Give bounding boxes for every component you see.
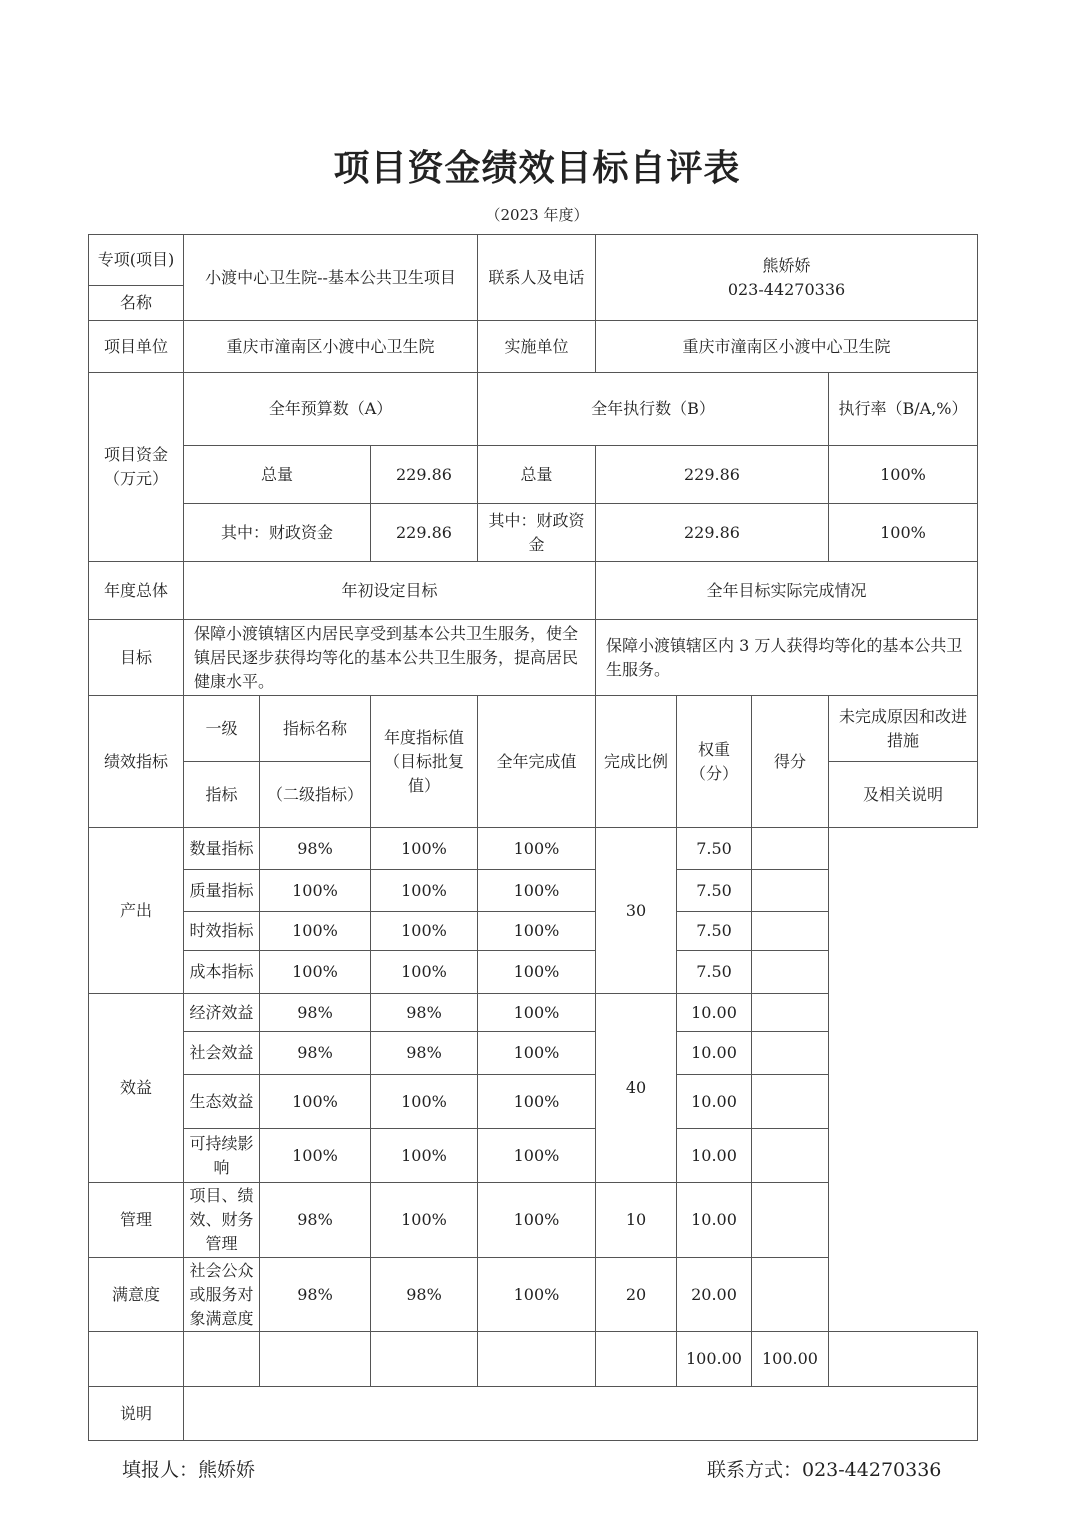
funds-label-b: 其中：财政资金 (478, 504, 596, 562)
level1-indicator: 效益 (89, 994, 184, 1183)
indicator-target: 100% (260, 1075, 371, 1129)
level1-indicator: 管理 (89, 1183, 184, 1258)
indicator-name: 社会效益 (184, 1032, 260, 1075)
indicator-score: 10.00 (677, 1129, 752, 1183)
contact-phone: 023-44270336 (727, 279, 846, 299)
level1-indicator: 满意度 (89, 1258, 184, 1332)
indicator-target: 98% (260, 994, 371, 1032)
indicator-actual: 98% (371, 1032, 478, 1075)
indicator-weight: 30 (596, 828, 677, 994)
indicator-reason (752, 1258, 829, 1332)
indicator-row (89, 1258, 978, 1332)
total-score: 100.00 (752, 1332, 829, 1387)
indicator-row (89, 912, 978, 951)
header-level1: 一级 (184, 696, 260, 762)
indicator-reason (752, 828, 829, 870)
indicator-name: 社会公众或服务对象满意度 (184, 1258, 260, 1332)
project-name: 小渡中心卫生院--基本公共卫生项目 (184, 235, 478, 321)
unit-value: 重庆市潼南区小渡中心卫生院 (184, 321, 478, 373)
header-weight: 权重（分） (677, 696, 752, 828)
total-weight: 100.00 (677, 1332, 752, 1387)
project-name-label: 专项(项目) (89, 235, 184, 286)
funds-label-a: 总量 (184, 446, 371, 504)
indicator-name: 可持续影响 (184, 1129, 260, 1183)
indicator-ratio: 100% (478, 994, 596, 1032)
indicator-score: 7.50 (677, 870, 752, 912)
annual-actual-header: 全年目标实际完成情况 (596, 562, 978, 620)
header-target: 年度指标值（目标批复值） (371, 696, 478, 828)
indicator-row (89, 1129, 978, 1183)
performance-label: 绩效指标 (89, 696, 184, 828)
funds-label-b: 总量 (478, 446, 596, 504)
indicator-actual: 100% (371, 870, 478, 912)
indicator-ratio: 100% (478, 1032, 596, 1075)
indicator-name: 生态效益 (184, 1075, 260, 1129)
indicator-ratio: 100% (478, 1075, 596, 1129)
indicator-reason (752, 1183, 829, 1258)
footer-contact: 联系方式：023-44270336 (707, 1459, 942, 1481)
indicator-ratio: 100% (478, 1129, 596, 1183)
indicator-target: 100% (260, 1129, 371, 1183)
indicator-target: 98% (260, 1183, 371, 1258)
indicator-target: 100% (260, 870, 371, 912)
contact-label: 联系人及电话 (478, 235, 596, 321)
year-subtitle: （2023 年度） (485, 206, 589, 224)
indicator-reason (752, 870, 829, 912)
indicator-target: 98% (260, 1032, 371, 1075)
indicator-reason (752, 951, 829, 994)
indicator-actual: 100% (371, 1075, 478, 1129)
indicator-score: 10.00 (677, 994, 752, 1032)
indicator-ratio: 100% (478, 828, 596, 870)
budget-header: 全年预算数（A） (184, 373, 478, 446)
indicator-weight: 10 (596, 1183, 677, 1258)
indicator-score: 10.00 (677, 1075, 752, 1129)
header-reason-2: 及相关说明 (829, 762, 978, 828)
indicator-actual: 100% (371, 951, 478, 994)
goal-set: 保障小渡镇辖区内居民享受到基本公共卫生服务，使全镇居民逐步获得均等化的基本公共卫生服务，提高居民健康水平。 (184, 620, 596, 696)
indicator-name: 成本指标 (184, 951, 260, 994)
indicator-score: 10.00 (677, 1032, 752, 1075)
indicator-reason (752, 1129, 829, 1183)
rate-header: 执行率（B/A,%） (829, 373, 978, 446)
indicator-row (89, 951, 978, 994)
header-level1-2: 指标 (184, 762, 260, 828)
indicator-row (89, 870, 978, 912)
header-ratio: 完成比例 (596, 696, 677, 828)
indicator-target: 98% (260, 828, 371, 870)
indicator-actual: 98% (371, 1258, 478, 1332)
indicator-name: 质量指标 (184, 870, 260, 912)
indicator-actual: 100% (371, 1183, 478, 1258)
header-actual: 全年完成值 (478, 696, 596, 828)
indicator-target: 100% (260, 951, 371, 994)
funds-label-a: 其中：财政资金 (184, 504, 371, 562)
impl-value: 重庆市潼南区小渡中心卫生院 (596, 321, 978, 373)
indicator-target: 98% (260, 1258, 371, 1332)
contact-name: 熊娇娇 (762, 255, 811, 275)
indicator-score: 20.00 (677, 1258, 752, 1332)
indicator-ratio: 100% (478, 870, 596, 912)
indicator-row (89, 1032, 978, 1075)
unit-label: 项目单位 (89, 321, 184, 373)
funds-b: 229.86 (596, 446, 829, 504)
project-name-label-2: 名称 (89, 286, 184, 321)
indicator-name: 时效指标 (184, 912, 260, 951)
funds-a: 229.86 (371, 504, 478, 562)
indicator-actual: 100% (371, 828, 478, 870)
total-row (89, 1332, 978, 1387)
indicator-name: 项目、绩效、财务管理 (184, 1183, 260, 1258)
indicator-row (89, 994, 978, 1032)
indicator-weight: 40 (596, 994, 677, 1183)
page-title: 项目资金绩效目标自评表 (333, 147, 741, 189)
indicator-row (89, 828, 978, 870)
indicator-actual: 100% (371, 912, 478, 951)
indicator-reason (752, 994, 829, 1032)
funds-a: 229.86 (371, 446, 478, 504)
funds-label: 项目资金（万元） (89, 373, 184, 562)
funds-b: 229.86 (596, 504, 829, 562)
funds-rate: 100% (829, 504, 978, 562)
indicator-ratio: 100% (478, 1183, 596, 1258)
header-score: 得分 (752, 696, 829, 828)
indicator-score: 10.00 (677, 1183, 752, 1258)
indicator-ratio: 100% (478, 912, 596, 951)
indicator-weight: 20 (596, 1258, 677, 1332)
indicator-name: 经济效益 (184, 994, 260, 1032)
indicator-actual: 98% (371, 994, 478, 1032)
notes-label: 说明 (89, 1387, 184, 1441)
header-name: 指标名称 (260, 696, 371, 762)
indicator-reason (752, 912, 829, 951)
indicator-ratio: 100% (478, 1258, 596, 1332)
goal-label: 目标 (89, 620, 184, 696)
indicator-ratio: 100% (478, 951, 596, 994)
level1-indicator: 产出 (89, 828, 184, 994)
indicator-row (89, 1075, 978, 1129)
annual-set-header: 年初设定目标 (184, 562, 596, 620)
filler: 填报人：熊娇娇 (122, 1459, 256, 1481)
indicator-score: 7.50 (677, 912, 752, 951)
indicator-actual: 100% (371, 1129, 478, 1183)
contact-value (596, 235, 978, 321)
indicator-reason (752, 1032, 829, 1075)
funds-rate: 100% (829, 446, 978, 504)
header-reason: 未完成原因和改进措施 (829, 696, 978, 762)
notes-value (184, 1387, 978, 1441)
indicator-reason (752, 1075, 829, 1129)
self-evaluation-table (88, 234, 978, 1441)
exec-header: 全年执行数（B） (478, 373, 829, 446)
indicator-score: 7.50 (677, 828, 752, 870)
indicator-row (89, 1183, 978, 1258)
annual-label: 年度总体 (89, 562, 184, 620)
indicator-name: 数量指标 (184, 828, 260, 870)
goal-actual: 保障小渡镇辖区内 3 万人获得均等化的基本公共卫生服务。 (596, 620, 978, 696)
impl-label: 实施单位 (478, 321, 596, 373)
header-name-2: （二级指标） (260, 762, 371, 828)
indicator-score: 7.50 (677, 951, 752, 994)
indicator-target: 100% (260, 912, 371, 951)
